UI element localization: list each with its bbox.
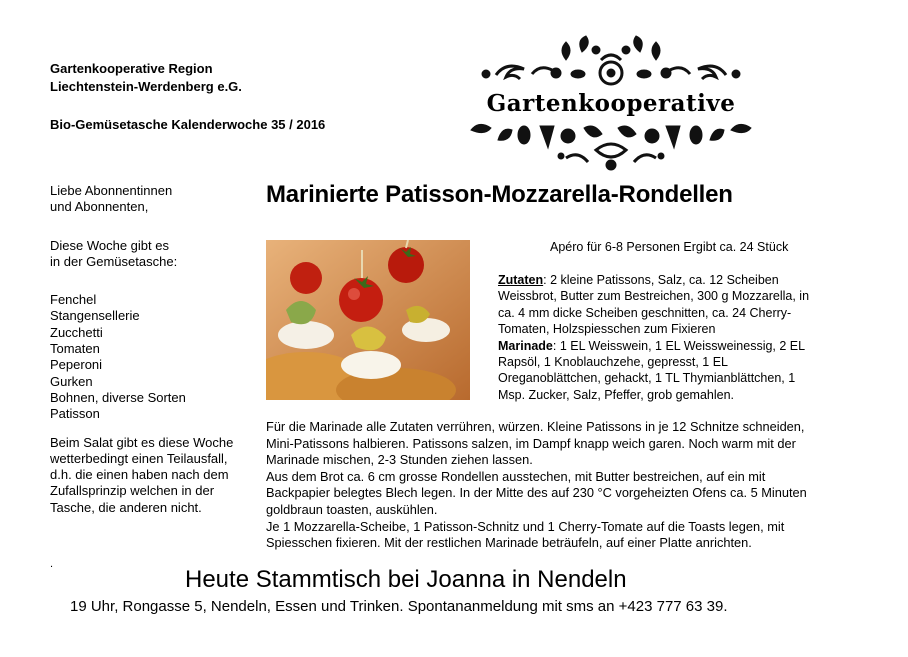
greeting-line-1: Liebe Abonnentinnen: [50, 183, 173, 198]
recipe-photo: [266, 240, 470, 400]
note-line: Beim Salat gibt es diese Woche: [50, 434, 234, 450]
vegetable-item: Zucchetti: [50, 324, 103, 340]
instruction-line: Backpapier belegtes Blech legen. In der Mitte des auf 230 °C vorgeheizten Ofens ca. 5 Minuten: [266, 485, 807, 501]
zutaten-label: Zutaten: [498, 273, 544, 287]
zutaten-line: Weissbrot, Butter zum Bestreichen, 300 g Mozzarella, in: [498, 289, 810, 304]
org-line-2: Liechtenstein-Werdenberg e.G.: [50, 79, 242, 94]
greeting-line-2: und Abonnenten,: [50, 199, 149, 215]
marinade-line: Msp. Zucker, Salz, Pfeffer, grob gemahlen.: [498, 387, 734, 402]
instruction-line: Für die Marinade alle Zutaten verrühren, würzen. Kleine Patissons in je 12 Schnitze schneiden,: [266, 419, 805, 434]
recipe-instructions: [266, 419, 866, 552]
intro-line-2: in der Gemüsetasche:: [50, 253, 178, 269]
instruction-line: Mini-Patissons halbieren. Patissons salzen, im Dampf knapp weich garen. Noch warm mit der: [266, 435, 796, 451]
intro-line-1: Diese Woche gibt es: [50, 237, 169, 253]
marinade-line: Oreganoblättchen, gehackt, 1 TL Thymianblättchen, 1: [498, 371, 796, 386]
zutaten-text: : 2 kleine Patissons, Salz, ca. 12 Scheiben: [543, 273, 779, 287]
vegetable-item: Patisson: [50, 406, 100, 422]
org-line-1: Gartenkooperative Region: [50, 61, 213, 76]
instruction-line: Je 1 Mozzarella-Scheibe, 1 Patisson-Schnitz und 1 Cherry-Tomate auf die Toasts legen, mit: [266, 518, 785, 534]
note-line: d.h. die einen haben nach dem: [50, 467, 229, 483]
vegetable-item: Gurken: [50, 373, 93, 389]
note-line: wetterbedingt einen Teilausfall,: [50, 450, 228, 466]
recipe-title: Marinierte Patisson-Mozzarella-Rondellen: [266, 181, 733, 208]
instruction-line: Spiesschen fixieren. Mit der restlichen Marinade beträufeln, auf einer Platte anrichten.: [266, 535, 752, 551]
event-detail: 19 Uhr, Rongasse 5, Nendeln, Essen und Trinken. Spontananmeldung mit sms an +423 777 63 39.: [70, 598, 728, 615]
ingredients-block: [498, 272, 858, 403]
calendar-week-heading: Bio-Gemüsetasche Kalenderwoche 35 / 2016: [50, 117, 326, 132]
zutaten-line: Tomaten, Holzspiesschen zum Fixieren: [498, 322, 716, 337]
vegetable-item: Tomaten: [50, 341, 100, 357]
marinade-text: : 1 EL Weisswein, 1 EL Weissweinessig, 2 EL: [552, 338, 806, 353]
instruction-line: Marinade mischen, 2-3 Stunden ziehen lassen.: [266, 452, 533, 468]
logo-text: Gartenkooperative: [486, 90, 736, 117]
marinade-line: Rapsöl, 1 Knoblauchzehe, gepresst, 1 EL: [498, 355, 729, 370]
appetizer-illustration: [266, 240, 470, 400]
sidebar: [50, 183, 255, 516]
salad-note: [50, 435, 255, 516]
vegetable-item: Stangensellerie: [50, 308, 140, 324]
note-line: Zufallsprinzip welchen in der: [50, 483, 215, 499]
instruction-line: goldbraun toasten, auskühlen.: [266, 501, 438, 517]
stray-dot: .: [50, 558, 54, 570]
instruction-line: Aus dem Brot ca. 6 cm grosse Rondellen ausstechen, mit Butter bestreichen, auf ein mit: [266, 468, 766, 484]
marinade-label: Marinade: [498, 338, 553, 353]
gartenkooperative-logo: [466, 30, 756, 180]
note-line: Tasche, die anderen nicht.: [50, 499, 202, 515]
vegetable-item: Bohnen, diverse Sorten: [50, 389, 186, 405]
event-title: Heute Stammtisch bei Joanna in Nendeln: [185, 566, 627, 593]
zutaten-line: ca. 4 mm dicke Scheiben geschnitten, ca. 24 Cherry-: [498, 305, 792, 320]
vegetable-list: [50, 292, 255, 422]
zutaten-line: [498, 272, 858, 288]
vegetable-item: Peperoni: [50, 357, 103, 373]
marinade-line: [498, 338, 858, 354]
organization-name: [50, 60, 242, 96]
vegetable-item: Fenchel: [50, 292, 97, 308]
recipe-portion: Apéro für 6-8 Personen Ergibt ca. 24 Stück: [550, 240, 789, 254]
